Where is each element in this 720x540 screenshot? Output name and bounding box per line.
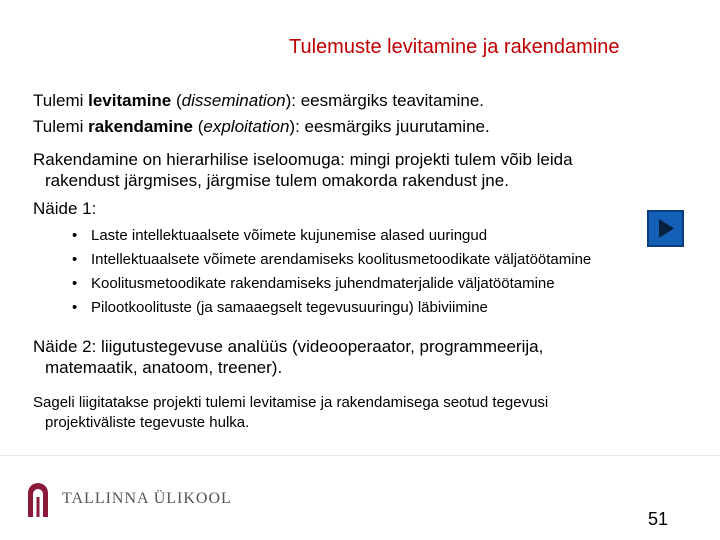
note-line-2: projektiväliste tegevuste hulka. [45,414,250,431]
university-name: TALLINNA ÜLIKOOL [62,490,232,507]
list-item: • Intellektuaalsete võimete arendamiseks koolitusmetoodikate väljatöötamine [72,251,592,268]
example-1-heading: Näide 1: [33,199,97,218]
bullet-icon: • [72,299,78,316]
note-line-1: Sageli liigitatakse projekti tulemi levitamise ja rakendamisega seotud tegevusi [33,394,549,411]
bullet-icon: • [72,275,78,292]
paragraph-dissemination: Tulemi levitamine (dissemination): eesmärgiks teavitamine. [33,91,485,110]
bullet-icon: • [72,251,78,268]
keyword-levitamine: levitamine [88,91,172,110]
term-exploitation: exploitation [203,117,290,136]
next-slide-button[interactable] [647,210,684,247]
term-dissemination: dissemination [181,91,286,110]
footer-divider [0,455,720,456]
paragraph-example-2 [33,336,693,378]
hierarchy-line-2: rakendust järgmises, järgmise tulem omakorda rakendust jne. [45,171,509,190]
page-number: 51 [648,509,669,529]
play-right-icon [649,212,682,245]
keyword-rakendamine: rakendamine [88,117,193,136]
example-2-line-1: Näide 2: liigutustegevuse analüüs (videooperaator, programmeerija, [33,337,544,356]
list-item: • Pilootkoolituste (ja samaaegselt tegevusuuringu) läbiviimine [72,299,488,316]
example-2-line-2: matemaatik, anatoom, treener). [45,358,283,377]
bullet-icon: • [72,227,78,244]
list-item: • Koolitusmetoodikate rakendamiseks juhendmaterjalide väljatöötamine [72,275,555,292]
paragraph-exploitation: Tulemi rakendamine (exploitation): eesmärgiks juurutamine. [33,117,490,136]
paragraph-hierarchy [33,149,693,191]
hierarchy-line-1: Rakendamine on hierarhilise iseloomuga: mingi projekti tulem võib leida [33,150,573,169]
slide-title: Tulemuste levitamine ja rakendamine [289,36,620,58]
paragraph-note [33,393,693,433]
list-item: • Laste intellektuaalsete võimete kujunemise alased uuringud [72,227,488,244]
example-1-list [72,226,702,322]
university-logo-icon [25,481,51,517]
